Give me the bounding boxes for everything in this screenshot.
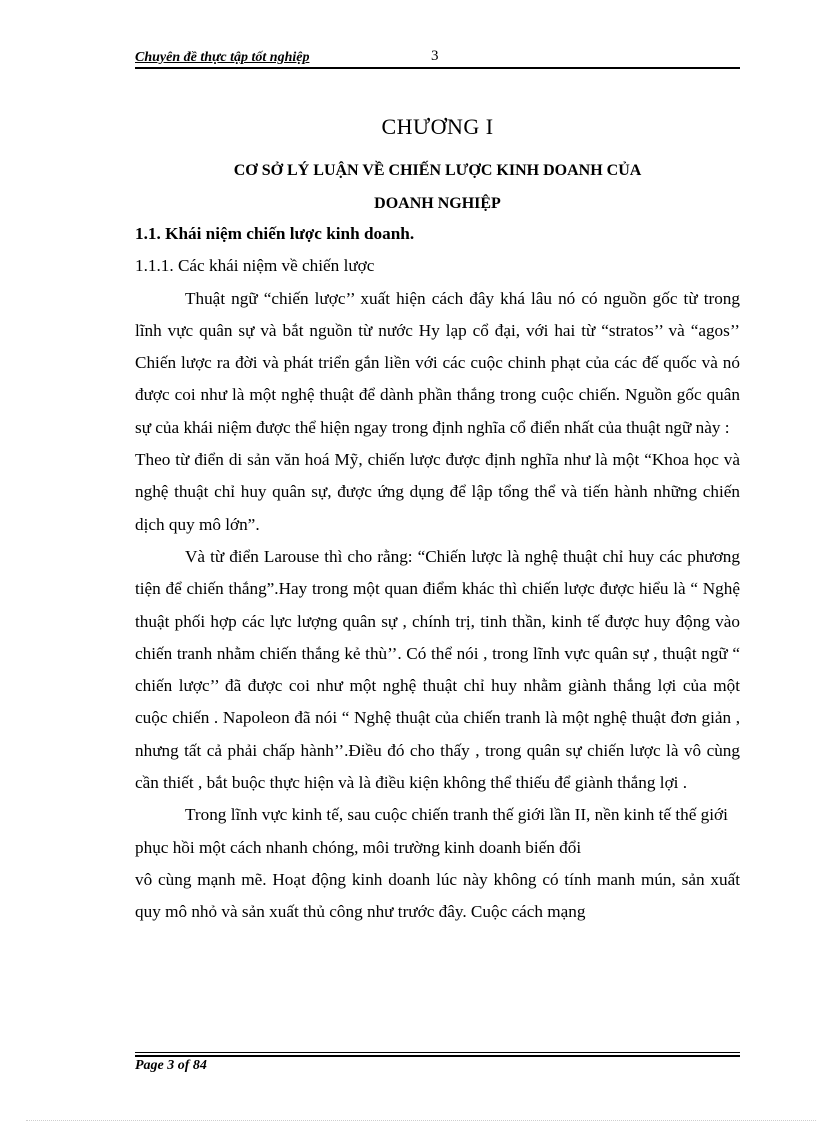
section-heading: 1.1. Khái niệm chiến lược kinh doanh. xyxy=(135,224,415,243)
paragraph: Và từ điển Larouse thì cho rằng: “Chiến lược là nghệ thuật chỉ huy các phương tiện để chiến thắng”.Hay trong một quan điểm khác thì chiến lược được hiểu là “ Nghệ thuật phối hợp các lực lượng quân sự , chính trị, tinh thần, kinh tế được huy động vào chiến tranh nhằm chiến thắng kẻ thù’’. Có thể nói , trong lĩnh vực quân sự , thuật ngữ “ chiến lược’’ đã được coi như một nghệ thuật chỉ huy nhằm giành thắng lợi của một cuộc chiến . Napoleon đã nói “ Nghệ thuật của chiến tranh là một nghệ thuật đơn giản , nhưng tất cả phải chấp hành’’.Điều đó cho thấy , trong quân sự chiến lược là vô cùng cần thiết , bắt buộc thực hiện và là điều kiện không thể thiếu để giành thắng lợi . xyxy=(135,546,740,793)
subtitle-line-1: CƠ SỞ LÝ LUẬN VỀ CHIẾN LƯỢC KINH DOANH CỦA xyxy=(233,162,642,179)
footer-divider xyxy=(135,1052,740,1053)
page-header xyxy=(135,48,740,68)
footer-divider-thick xyxy=(135,1055,740,1057)
paragraph: Thuật ngữ “chiến lược’’ xuất hiện cách đây khá lâu nó có nguồn gốc từ trong lĩnh vực quân sự và bắt nguồn từ nước Hy lạp cổ đại, với hai từ “stratos’’ và “agos’’ Chiến lược ra đời và phát triển gắn liền với các cuộc chinh phạt của các đế quốc và nó được coi như là một nghệ thuật để dành phần thắng trong cuộc chiến. Nguồn gốc quân sự của khái niệm được thể hiện ngay trong định nghĩa cổ điển nhất của thuật ngữ này : xyxy=(135,288,740,437)
subtitle-line-2: DOANH NGHIỆP xyxy=(374,195,501,212)
paragraph: vô cùng mạnh mẽ. Hoạt động kinh doanh lúc này không có tính manh mún, sản xuất quy mô nhỏ và sản xuất thủ công như trước đây. Cuộc cách mạng xyxy=(135,869,740,922)
paragraph: Trong lĩnh vực kinh tế, sau cuộc chiến tranh thế giới lần II, nền kinh tế thế giới phục hồi một cách nhanh chóng, môi trường kinh doanh biến đổi xyxy=(135,805,728,857)
header-title: Chuyên đề thực tập tốt nghiệp xyxy=(135,50,310,65)
document-body xyxy=(135,218,740,929)
page-footer: Page 3 of 84 xyxy=(135,1058,207,1073)
chapter-title: CHƯƠNG I xyxy=(381,114,494,139)
subsection-heading: 1.1.1. Các khái niệm về chiến lược xyxy=(135,256,375,276)
paragraph: Theo từ điển di sản văn hoá Mỹ, chiến lược được định nghĩa như là một “Khoa học và nghệ thuật chỉ huy quân sự, được ứng dụng để lập tổng thể và tiến hành những chiến dịch quy mô lớn”. xyxy=(135,450,740,534)
header-page-number: 3 xyxy=(431,48,439,64)
header-divider xyxy=(135,67,740,69)
page-bottom-border xyxy=(26,1120,816,1121)
chapter-subtitle xyxy=(135,154,740,220)
